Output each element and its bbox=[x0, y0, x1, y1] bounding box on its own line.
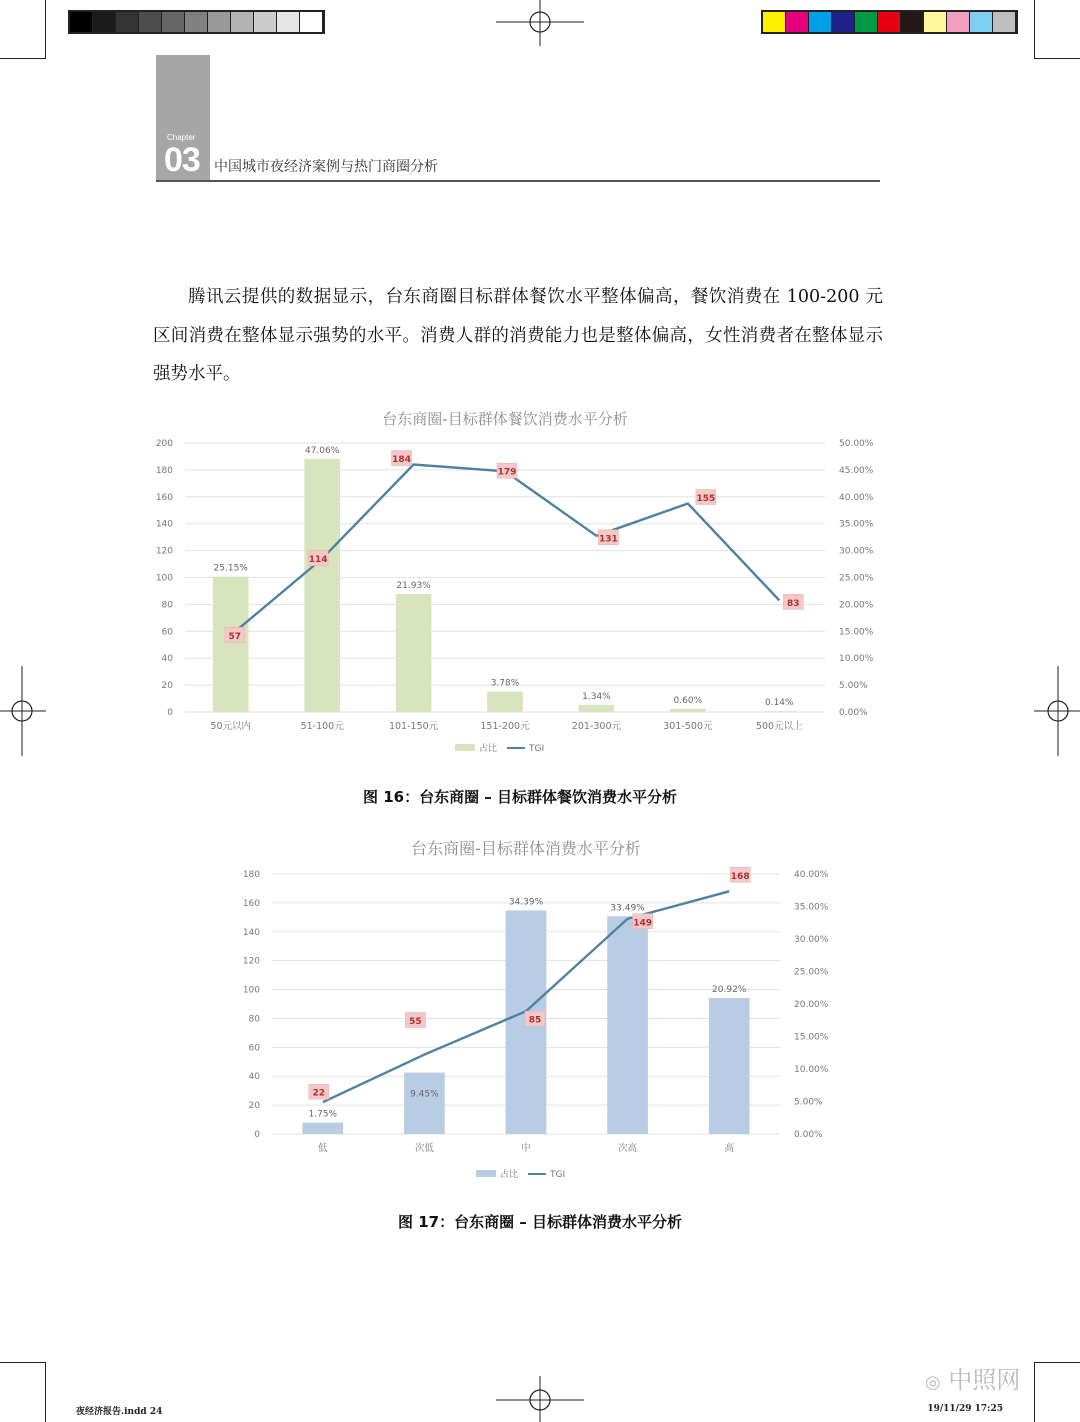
y-tick-left: 140 bbox=[155, 519, 173, 530]
footer-timestamp: 19/11/29 17:25 bbox=[927, 1404, 1003, 1414]
grayscale-calibration-bar bbox=[68, 10, 325, 34]
watermark bbox=[925, 1360, 1020, 1395]
registration-mark-bottom bbox=[496, 1376, 584, 1422]
chart-consumption-level bbox=[232, 828, 842, 1190]
calibration-swatch bbox=[185, 12, 208, 32]
bar-data-label: 1.34% bbox=[582, 691, 611, 702]
bar-data-label: 0.60% bbox=[673, 695, 703, 706]
calibration-swatch bbox=[116, 12, 139, 32]
tgi-data-label: 179 bbox=[497, 467, 517, 478]
footer-file-name: 夜经济报告.indd 24 bbox=[76, 1407, 163, 1417]
tgi-data-label: 85 bbox=[528, 1015, 542, 1026]
y-tick-right: 0.00% bbox=[794, 1130, 823, 1140]
chart-title: 台东商圈-目标群体消费水平分析 bbox=[411, 839, 641, 858]
x-tick-label: 51-100元 bbox=[300, 721, 344, 732]
legend-label: 占比 bbox=[479, 744, 498, 754]
x-tick-label: 500元以上 bbox=[755, 721, 803, 732]
crop-mark bbox=[45, 0, 46, 58]
y-tick-right: 25.00% bbox=[839, 573, 874, 584]
watermark-text: 中照网 bbox=[948, 1366, 1021, 1394]
bar-data-label: 1.75% bbox=[308, 1109, 338, 1120]
y-tick-left: 160 bbox=[242, 898, 260, 909]
x-tick-label: 50元以内 bbox=[210, 721, 252, 732]
calibration-swatch bbox=[208, 12, 231, 32]
y-tick-left: 80 bbox=[161, 600, 173, 611]
y-tick-left: 200 bbox=[155, 439, 173, 449]
y-tick-left: 0 bbox=[167, 708, 173, 718]
bar bbox=[213, 577, 249, 712]
crop-mark bbox=[0, 58, 46, 59]
x-tick-label: 101-150元 bbox=[388, 721, 439, 732]
calibration-swatch bbox=[277, 12, 300, 32]
chapter-label: Chapter bbox=[167, 133, 196, 142]
y-tick-right: 20.00% bbox=[794, 1000, 829, 1010]
legend-swatch-bar bbox=[455, 744, 475, 751]
legend-label: TGI bbox=[550, 1170, 566, 1180]
calibration-swatch bbox=[901, 12, 924, 32]
y-tick-right: 25.00% bbox=[794, 967, 829, 978]
tgi-data-label: 155 bbox=[696, 494, 716, 505]
wechat-icon: ◎ bbox=[925, 1372, 941, 1393]
figure-caption-16: 图 16：台东商圈 – 目标群体餐饮消费水平分析 bbox=[362, 788, 678, 806]
legend-label: TGI bbox=[529, 744, 545, 754]
tgi-data-label: 55 bbox=[409, 1017, 422, 1028]
bar bbox=[487, 692, 523, 712]
bar bbox=[709, 998, 750, 1134]
y-tick-right: 5.00% bbox=[794, 1097, 823, 1108]
header-divider bbox=[156, 180, 880, 182]
bar bbox=[607, 916, 648, 1134]
crop-mark bbox=[45, 1362, 46, 1422]
crop-mark bbox=[1034, 1362, 1080, 1363]
y-tick-right: 35.00% bbox=[839, 519, 874, 530]
y-tick-left: 40 bbox=[248, 1072, 260, 1083]
y-tick-right: 15.00% bbox=[794, 1032, 829, 1043]
y-tick-left: 60 bbox=[161, 627, 173, 638]
calibration-swatch bbox=[970, 12, 993, 32]
bar-data-label: 9.45% bbox=[410, 1089, 439, 1100]
x-tick-label: 次高 bbox=[618, 1143, 638, 1154]
y-tick-left: 80 bbox=[248, 1014, 260, 1025]
bar bbox=[302, 1123, 343, 1134]
calibration-swatch bbox=[70, 12, 93, 32]
calibration-swatch bbox=[809, 12, 832, 32]
running-header-title: 中国城市夜经济案例与热门商圈分析 bbox=[214, 159, 438, 175]
calibration-swatch bbox=[231, 12, 254, 32]
calibration-swatch bbox=[878, 12, 901, 32]
y-tick-left: 140 bbox=[242, 927, 260, 938]
y-tick-right: 50.00% bbox=[839, 439, 874, 449]
y-tick-left: 100 bbox=[155, 573, 173, 584]
bar-data-label: 0.14% bbox=[764, 698, 794, 709]
y-tick-right: 10.00% bbox=[839, 654, 874, 665]
tgi-data-label: 168 bbox=[730, 871, 750, 882]
y-tick-right: 40.00% bbox=[839, 492, 874, 503]
y-tick-right: 20.00% bbox=[839, 600, 874, 611]
tgi-data-label: 83 bbox=[787, 598, 800, 609]
calibration-swatch bbox=[993, 12, 1016, 32]
y-tick-left: 120 bbox=[242, 956, 260, 967]
y-tick-left: 20 bbox=[161, 681, 173, 692]
y-tick-left: 160 bbox=[155, 492, 173, 503]
tgi-data-label: 149 bbox=[633, 918, 652, 929]
calibration-swatch bbox=[300, 12, 323, 32]
y-tick-left: 180 bbox=[155, 465, 173, 476]
figure-caption-17: 图 17：台东商圈 – 目标群体消费水平分析 bbox=[397, 1213, 683, 1231]
bar bbox=[670, 709, 706, 712]
y-tick-left: 60 bbox=[248, 1043, 260, 1054]
y-tick-left: 180 bbox=[242, 870, 260, 880]
registration-mark-left bbox=[0, 666, 46, 756]
bar-data-label: 25.15% bbox=[213, 563, 248, 574]
calibration-swatch bbox=[763, 12, 786, 32]
y-tick-right: 30.00% bbox=[794, 935, 829, 945]
body-paragraph: 腾讯云提供的数据显示，台东商圈目标群体餐饮水平整体偏高，餐饮消费在 100-200 元区间消费在整体显示强势的水平。消费人群的消费能力也是整体偏高，女性消费者在整体显示强势水平。 bbox=[153, 287, 883, 384]
bar bbox=[579, 705, 615, 712]
tgi-data-label: 114 bbox=[308, 555, 328, 566]
y-tick-right: 45.00% bbox=[839, 465, 874, 476]
calibration-swatch bbox=[139, 12, 162, 32]
x-tick-label: 151-200元 bbox=[480, 721, 530, 732]
y-tick-right: 35.00% bbox=[794, 902, 829, 913]
y-tick-right: 30.00% bbox=[839, 546, 874, 557]
y-tick-left: 0 bbox=[254, 1130, 260, 1140]
x-tick-label: 301-500元 bbox=[663, 721, 713, 732]
chart-title: 台东商圈-目标群体餐饮消费水平分析 bbox=[382, 410, 628, 428]
bar-data-label: 21.93% bbox=[396, 581, 431, 592]
y-tick-left: 120 bbox=[155, 546, 173, 557]
bar bbox=[761, 711, 797, 712]
tgi-data-label: 22 bbox=[312, 1088, 326, 1099]
crop-mark bbox=[1034, 58, 1080, 59]
calibration-swatch bbox=[254, 12, 277, 32]
legend-label: 占比 bbox=[500, 1170, 519, 1180]
x-tick-label: 中 bbox=[521, 1143, 531, 1154]
crop-mark bbox=[0, 1362, 46, 1363]
x-tick-label: 次低 bbox=[414, 1143, 434, 1154]
chart-dining-spend bbox=[140, 400, 880, 770]
calibration-swatch bbox=[832, 12, 855, 32]
y-tick-right: 40.00% bbox=[794, 870, 829, 880]
calibration-swatch bbox=[855, 12, 878, 32]
y-tick-right: 0.00% bbox=[839, 708, 868, 718]
crop-mark bbox=[1034, 1362, 1035, 1422]
tgi-data-label: 184 bbox=[392, 455, 411, 466]
calibration-swatch bbox=[924, 12, 947, 32]
y-tick-left: 20 bbox=[248, 1101, 260, 1112]
color-calibration-bar bbox=[761, 10, 1018, 34]
y-tick-left: 40 bbox=[161, 654, 173, 665]
y-tick-right: 15.00% bbox=[839, 627, 874, 638]
y-tick-left: 100 bbox=[242, 985, 260, 996]
crop-mark bbox=[1034, 0, 1035, 58]
chapter-number: 03 bbox=[164, 141, 200, 179]
x-tick-label: 低 bbox=[318, 1143, 328, 1154]
x-tick-label: 高 bbox=[724, 1143, 734, 1154]
bar-data-label: 47.06% bbox=[304, 445, 340, 456]
bar-data-label: 3.78% bbox=[490, 678, 520, 689]
calibration-swatch bbox=[786, 12, 809, 32]
tgi-data-label: 57 bbox=[228, 631, 241, 642]
bar bbox=[404, 1073, 445, 1134]
registration-mark-top bbox=[496, 0, 584, 46]
registration-mark-right bbox=[1034, 666, 1080, 756]
calibration-swatch bbox=[947, 12, 970, 32]
bar-data-label: 34.39% bbox=[508, 897, 544, 908]
calibration-swatch bbox=[162, 12, 185, 32]
bar-data-label: 33.49% bbox=[610, 903, 645, 914]
bar-data-label: 20.92% bbox=[712, 985, 747, 996]
legend-swatch-bar bbox=[476, 1170, 496, 1177]
bar bbox=[304, 459, 340, 712]
calibration-swatch bbox=[93, 12, 116, 32]
y-tick-right: 10.00% bbox=[794, 1065, 829, 1075]
y-tick-right: 5.00% bbox=[839, 681, 868, 692]
bar bbox=[396, 594, 432, 712]
tgi-data-label: 131 bbox=[599, 534, 618, 545]
x-tick-label: 201-300元 bbox=[571, 721, 622, 732]
